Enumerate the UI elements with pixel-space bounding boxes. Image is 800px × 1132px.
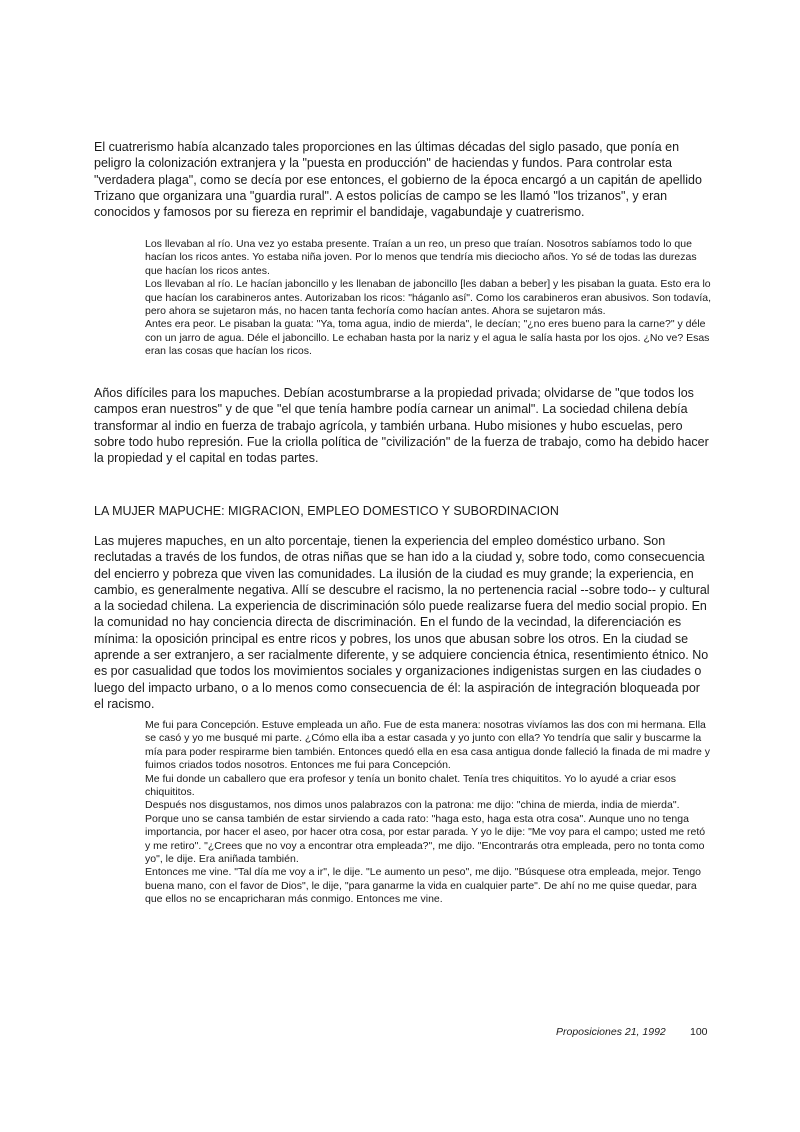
section-heading: LA MUJER MAPUCHE: MIGRACION, EMPLEO DOMESTICO Y SUBORDINACION	[94, 504, 559, 518]
body-paragraph-mujeres-mapuches: Las mujeres mapuches, en un alto porcentaje, tienen la experiencia del empleo doméstico urbano. Son reclutadas a través de los fundos, de otras niñas que se han ido a la ciudad y, sobre todo, como consecuencia del encierro y pobreza que viven las comunidades. La ilusión de la ciudad es muy grande; la experiencia, en cambio, es generalmente negativa. Allí se descubre el racismo, la no pertenencia racial --sobre todo-- y cultural a la sociedad chilena. La experiencia de discriminación sólo puede realizarse fuera del medio social propio. En la comunidad no hay conciencia directa de discriminación. En el fundo de la vecindad, la diferenciación es mínima: la oposición principal es entre ricos y pobres, los unos que abusan sobre los otros. En la ciudad se aprende a ser extranjero, a ser racialmente diferente, y se adquiere conciencia étnica, resentimiento étnico. No es por casualidad que todos los movimientos sociales y organizaciones indigenistas surgen en las ciudades o luego del impacto urbano, o a lo menos como consecuencia de él: la aspiración de integración bloqueada por el racismo.	[94, 534, 710, 711]
page-number: 100	[690, 1026, 708, 1038]
body-paragraph-anos-dificiles: Años difíciles para los mapuches. Debían acostumbrarse a la propiedad privada; olvidarse de "que todos los campos eran nuestros" y de que "el que tenía hambre podía carnear un animal". La sociedad chilena debía transformar al indio en fuerza de trabajo agrícola, y también urbana. Hubo misiones y hubo escuelas, pero sobre todo hubo represión. Fue la criolla política de "civilización" de la fuerza de trabajo, como ha debido hacer la propiedad y el capital en todas partes.	[94, 386, 709, 466]
quote-paragraph: Los llevaban al río. Una vez yo estaba presente. Traían a un reo, un preso que traían. Nosotros sabíamos todo lo que hacían los ricos antes. Yo estaba niña joven. Por lo menos que tendría mis dieciocho años. Yo sé de todas las durezas que hacían los ricos antes.	[145, 238, 697, 277]
quote-paragraph: Me fui donde un caballero que era profesor y tenía un bonito chalet. Tenía tres chiquititos. Yo lo ayudé a criar esos chiquititos.	[145, 772, 676, 799]
footer-journal-citation: Proposiciones 21, 1992	[556, 1026, 666, 1038]
body-paragraph-cuatrerismo: El cuatrerismo había alcanzado tales proporciones en las últimas décadas del siglo pasado, que ponía en peligro la colonización extranjera y la "puesta en producción" de haciendas y fundos. Para controlar esta "verdadera plaga", como se decía por ese entonces, el gobierno de la época encargó a un capitán de apellido Trizano que organizara una "guardia rural". A estos policías de campo se les llamó "los trizanos", y eran conocidos y famosos por su fiereza en reprimir el bandidaje, vagabundaje y cuatrerismo.	[94, 140, 702, 220]
testimony-quote-rio	[145, 238, 712, 359]
quote-paragraph: Los llevaban al río. Le hacían jaboncillo y les llenaban de jaboncillo [les daban a beber] y les pisaban la guata. Esto era lo que hacían los carabineros antes. Autorizaban los ricos: "háganlo así". Como los carabineros eran abusivos. Son todavía, pero ahora se sujetaron más, no hacen tanta fechoría como hacían antes. Ahora se sujetaron más.	[145, 278, 712, 318]
quote-paragraph: Entonces me vine. "Tal día me voy a ir", le dije. "Le aumento un peso", me dijo. "Búsquese otra empleada, mejor. Tengo buena mano, con el favor de Dios", le dije, "para ganarme la vida en cualquier parte". De ahí no me quise quedar, para que ellos no se encapricharan más conmigo. Entonces me vine.	[145, 866, 702, 906]
quote-paragraph: Antes era peor. Le pisaban la guata: "Ya, toma agua, indio de mierda", le decían; "¿no eres bueno para la carne?" y déle con un jarro de agua. Déle el jaboncillo. Le echaban hasta por la nariz y el agua le salía hasta por los ojos. ¿No ve? Esas eran las cosas que hacían los ricos.	[145, 318, 710, 358]
quote-paragraph: Después nos disgustamos, nos dimos unos palabrazos con la patrona: me dijo: "china de mierda, india de mierda". Porque uno se cansa también de estar sirviendo a cada rato: "haga esto, haga esta otra cosa". Aunque uno no tenga importancia, por hacer el aseo, por hacer otra cosa, por estar parada. Y yo le dije: "Me voy para el campo; usted me retó y me retiro". "¿Crees que no voy a encontrar otra empleada?", me dijo. "Encontrarás otra empleada, pero no tonta como yo", le dije. Era aniñada también.	[145, 799, 706, 866]
quote-paragraph: Me fui para Concepción. Estuve empleada un año. Fue de esta manera: nosotras vivíamos las dos con mi hermana. Ella se casó y yo me busqué mi parte. ¿Cómo ella iba a estar casada y yo junto con ella? Yo tendría que salir y buscarme la mía para poder respirarme bien también. Entonces quedó ella en esa casa antigua donde falleció la finada de mi madre y fuimos criados todos nosotros. Entonces me fui para Concepción.	[145, 719, 711, 772]
testimony-quote-concepcion	[145, 719, 712, 907]
